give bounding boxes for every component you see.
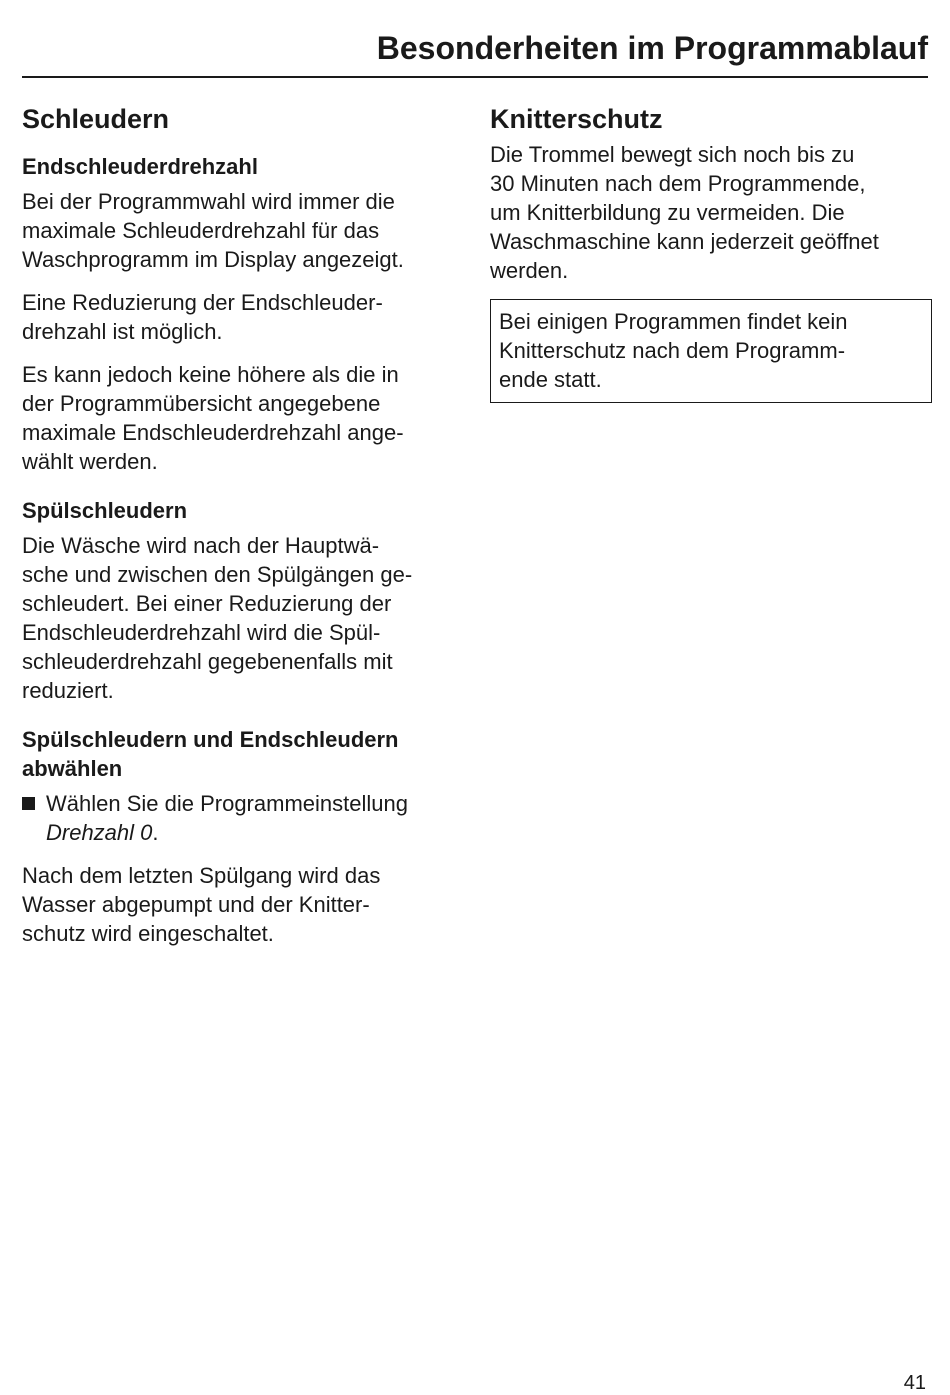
right-column xyxy=(490,100,932,403)
page-number: 41 xyxy=(903,1372,926,1394)
page-header xyxy=(22,28,928,78)
paragraph: Eine Reduzierung der Endschleuder- drehzahl ist möglich. xyxy=(22,290,383,344)
instruction-text: Wählen Sie die Programmeinstellung Drehzahl 0. xyxy=(46,791,408,845)
subheading-spuelschleudern: Spülschleudern xyxy=(22,498,188,523)
square-bullet-icon xyxy=(22,797,35,810)
note-text: Bei einigen Programmen findet kein Knitterschutz nach dem Programm- ende statt. xyxy=(499,309,848,392)
paragraph: Bei der Programmwahl wird immer die maximale Schleuderdrehzahl für das Waschprogramm im Display angezeigt. xyxy=(22,189,404,272)
paragraph: Es kann jedoch keine höhere als die in der Programmübersicht angegebene maximale Endschleuderdrehzahl ange- wählt werden. xyxy=(22,362,404,474)
left-column xyxy=(22,100,467,962)
subsection-spuelschleudern xyxy=(22,496,467,705)
subheading-endschleuderdrehzahl: Endschleuderdrehzahl xyxy=(22,154,258,179)
section-heading-schleudern: Schleudern xyxy=(22,104,170,134)
note-box xyxy=(490,299,932,403)
paragraph: Nach dem letzten Spülgang wird das Wasser abgepumpt und der Knitter- schutz wird eingeschaltet. xyxy=(22,863,381,946)
section-heading-knitterschutz: Knitterschutz xyxy=(490,104,663,134)
subheading-abwaehlen: Spülschleudern und Endschleudern abwählen xyxy=(22,727,399,781)
subsection-abwaehlen xyxy=(22,725,467,948)
setting-name: Drehzahl 0 xyxy=(46,820,153,845)
paragraph: Die Wäsche wird nach der Hauptwä- sche und zwischen den Spülgängen ge- schleudert. Bei einer Reduzierung der Endschleuderdrehzahl wird die Spül- schleuderdrehzahl gegebenenfalls mit reduziert. xyxy=(22,533,413,703)
instruction-item xyxy=(22,789,467,847)
page-title: Besonderheiten im Programmablauf xyxy=(376,30,928,66)
paragraph: Die Trommel bewegt sich noch bis zu 30 Minuten nach dem Programmende, um Knitterbildung zu vermeiden. Die Waschmaschine kann jederzeit geöffnet werden. xyxy=(490,142,879,283)
